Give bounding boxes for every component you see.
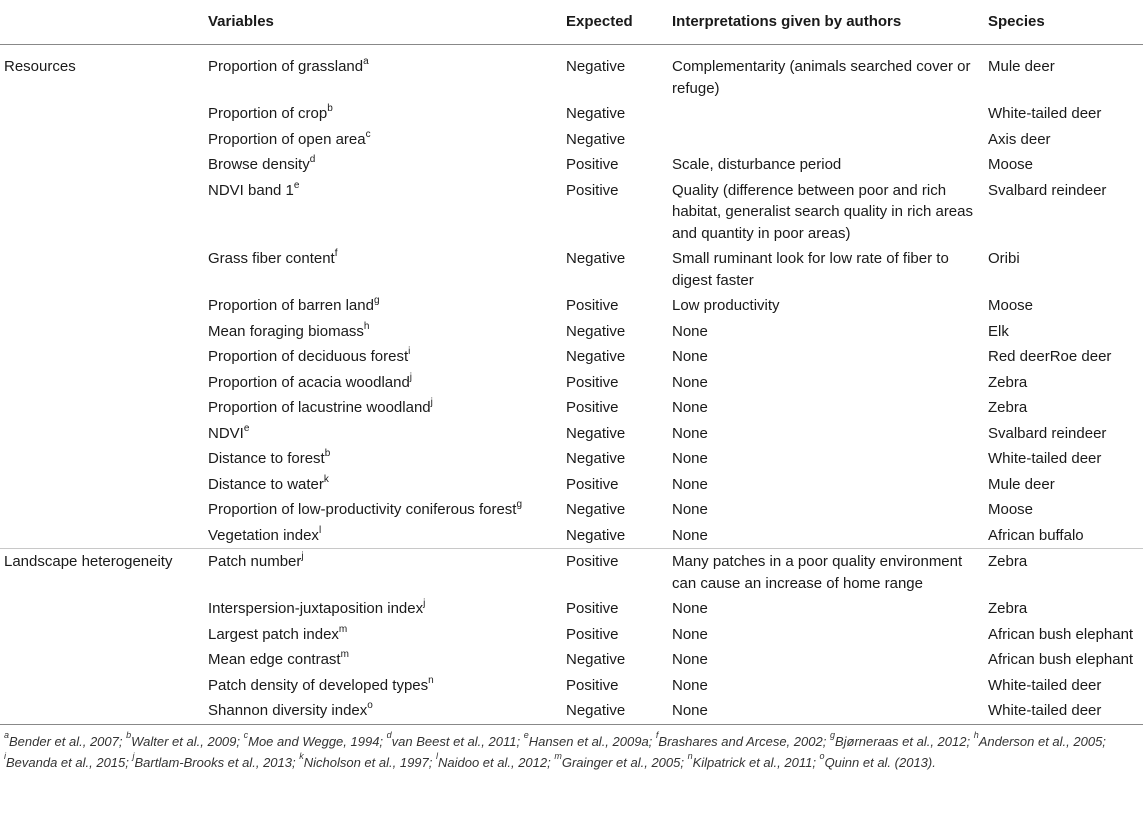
cell-species xyxy=(988,497,1143,523)
cell-expected-text: Positive xyxy=(566,156,619,173)
cell-species xyxy=(988,319,1143,345)
footnote-letter: d xyxy=(386,730,392,741)
cell-species-text: African bush elephant xyxy=(988,651,1134,668)
cell-variable xyxy=(208,622,566,648)
cell-interpretation-text: None xyxy=(672,348,708,365)
cell-interpretation-text: None xyxy=(672,526,708,544)
cell-species xyxy=(988,101,1143,127)
cell-variable xyxy=(208,596,566,622)
cell-expected-text: Negative xyxy=(566,702,626,719)
cell-interpretation xyxy=(672,497,988,523)
footnote-marker: e xyxy=(243,422,250,434)
table-row xyxy=(0,472,1143,498)
cell-species xyxy=(988,673,1143,699)
cell-expected xyxy=(566,246,672,293)
cell-expected-text: Positive xyxy=(566,600,619,617)
cell-interpretation-text: None xyxy=(672,676,708,694)
cell-group xyxy=(0,127,208,153)
footnote-reference: Moe and Wegge, 1994; xyxy=(248,733,387,749)
cell-variable xyxy=(208,698,566,724)
cell-species-text: Elk xyxy=(988,322,1009,340)
cell-expected-text: Positive xyxy=(566,181,619,199)
cell-interpretation-text: None xyxy=(672,475,708,493)
cell-species-text: Axis deer xyxy=(988,130,1051,148)
cell-species-text: Moose xyxy=(988,156,1034,173)
cell-species-text: White-tailed deer xyxy=(988,702,1102,719)
cell-group xyxy=(0,344,208,370)
table-row xyxy=(0,698,1143,724)
footnote-letter: b xyxy=(126,730,132,741)
cell-group xyxy=(0,673,208,699)
cell-variable-text: Mean edge contrast xyxy=(208,651,341,668)
footnote-reference: Bartlam-Brooks et al., 2013; xyxy=(134,754,300,770)
footnote-letter: l xyxy=(435,751,438,762)
cell-variable-text: Shannon diversity index xyxy=(208,702,368,719)
cell-species xyxy=(988,178,1143,247)
footnote-marker: m xyxy=(338,623,348,635)
cell-variable xyxy=(208,472,566,498)
cell-species xyxy=(988,596,1143,622)
cell-species-text: Moose xyxy=(988,501,1034,518)
cell-expected xyxy=(566,596,672,622)
cell-variable xyxy=(208,45,566,102)
cell-species xyxy=(988,45,1143,102)
table-row xyxy=(0,421,1143,447)
cell-variable-text: Proportion of open area xyxy=(208,130,366,148)
cell-expected-text: Positive xyxy=(566,625,619,643)
cell-variable-text: Proportion of low-productivity coniferous forest xyxy=(208,501,517,518)
cell-expected-text: Positive xyxy=(566,297,619,314)
cell-species xyxy=(988,698,1143,724)
cell-variable xyxy=(208,293,566,319)
cell-variable xyxy=(208,497,566,523)
footnote-marker: b xyxy=(324,448,331,459)
table-body xyxy=(0,45,1143,725)
cell-species xyxy=(988,549,1143,597)
cell-expected xyxy=(566,622,672,648)
cell-group-text: Resources xyxy=(4,58,76,75)
cell-group xyxy=(0,523,208,549)
cell-variable xyxy=(208,549,566,597)
cell-species xyxy=(988,622,1143,648)
cell-group xyxy=(0,647,208,673)
cell-group xyxy=(0,395,208,421)
cell-variable-text: Proportion of acacia woodland xyxy=(208,373,410,391)
cell-variable-text: Proportion of grassland xyxy=(208,58,364,75)
cell-variable-text: Interspersion-juxtaposition index xyxy=(208,600,424,617)
table-row xyxy=(0,523,1143,549)
cell-interpretation xyxy=(672,673,988,699)
cell-group xyxy=(0,319,208,345)
footnote-marker: j xyxy=(430,397,433,408)
cell-interpretation xyxy=(672,446,988,472)
cell-expected-text: Negative xyxy=(566,424,626,442)
footnote-marker: o xyxy=(367,700,373,711)
cell-expected-text: Negative xyxy=(566,105,626,122)
cell-variable-text: Proportion of barren land xyxy=(208,297,374,314)
footnote-marker: j xyxy=(409,371,413,383)
cell-species-text: Zebra xyxy=(988,399,1028,416)
footnote-reference: Nicholson et al., 1997; xyxy=(303,754,436,770)
cell-interpretation-text: None xyxy=(672,600,708,617)
cell-variable xyxy=(208,446,566,472)
cell-variable xyxy=(208,673,566,699)
cell-expected-text: Negative xyxy=(566,501,626,518)
cell-group xyxy=(0,472,208,498)
footnote-reference: Brashares and Arcese, 2002; xyxy=(658,733,830,749)
table-row xyxy=(0,395,1143,421)
cell-interpretation-text: None xyxy=(672,424,708,442)
cell-expected-text: Negative xyxy=(566,250,626,267)
footnote-marker: n xyxy=(428,674,434,686)
cell-group-text: Landscape heterogeneity xyxy=(4,553,173,570)
cell-variable xyxy=(208,523,566,549)
cell-group xyxy=(0,596,208,622)
cell-group xyxy=(0,497,208,523)
cell-variable-text: NDVI xyxy=(208,424,244,442)
cell-species-text: African bush elephant xyxy=(988,625,1134,643)
cell-species-text: African buffalo xyxy=(988,526,1084,544)
cell-interpretation-text: Low productivity xyxy=(672,297,780,314)
cell-species-text: Oribi xyxy=(988,250,1020,267)
cell-species xyxy=(988,152,1143,178)
cell-species-text: Zebra xyxy=(988,373,1028,391)
cell-expected xyxy=(566,446,672,472)
header-species: Species xyxy=(988,0,1143,45)
cell-expected xyxy=(566,293,672,319)
cell-interpretation-text: None xyxy=(672,450,708,467)
cell-species xyxy=(988,246,1143,293)
footnote-reference: Bevanda et al., 2015; xyxy=(6,754,133,770)
footnote-marker: g xyxy=(373,295,380,306)
cell-expected-text: Negative xyxy=(566,322,626,340)
cell-expected-text: Positive xyxy=(566,399,619,416)
cell-species-text: White-tailed deer xyxy=(988,676,1102,694)
footnote-reference: van Beest et al., 2011; xyxy=(391,733,524,749)
header-group xyxy=(0,0,208,45)
footnote-marker: h xyxy=(363,320,370,332)
cell-expected xyxy=(566,395,672,421)
cell-expected xyxy=(566,370,672,396)
footnote-marker: f xyxy=(334,248,338,259)
cell-expected xyxy=(566,319,672,345)
cell-expected-text: Negative xyxy=(566,130,626,148)
footnote-letter: e xyxy=(523,730,529,741)
footnote-reference: Anderson et al., 2005; xyxy=(978,733,1106,749)
cell-expected xyxy=(566,523,672,549)
cell-expected-text: Negative xyxy=(566,58,626,75)
footnote-marker: k xyxy=(323,473,329,485)
table-row xyxy=(0,370,1143,396)
cell-interpretation xyxy=(672,421,988,447)
footnote-letter: m xyxy=(554,751,562,762)
cell-interpretation xyxy=(672,293,988,319)
footnote-marker: m xyxy=(340,649,349,660)
cell-variable-text: Proportion of deciduous forest xyxy=(208,348,409,365)
cell-group xyxy=(0,45,208,102)
cell-species-text: Red deerRoe deer xyxy=(988,348,1112,365)
table-row xyxy=(0,319,1143,345)
cell-variable xyxy=(208,319,566,345)
cell-variable xyxy=(208,246,566,293)
cell-interpretation xyxy=(672,698,988,724)
cell-interpretation xyxy=(672,523,988,549)
cell-interpretation-text: None xyxy=(672,651,708,668)
cell-expected xyxy=(566,421,672,447)
footnote-letter: i xyxy=(4,751,6,762)
cell-expected xyxy=(566,549,672,597)
cell-species xyxy=(988,647,1143,673)
footnote-marker: b xyxy=(327,103,333,114)
cell-species xyxy=(988,472,1143,498)
cell-expected xyxy=(566,127,672,153)
cell-expected-text: Positive xyxy=(566,373,619,391)
table-row xyxy=(0,673,1143,699)
cell-interpretation xyxy=(672,370,988,396)
footnote-reference: Hansen et al., 2009a; xyxy=(528,733,656,749)
table-row xyxy=(0,497,1143,523)
cell-expected xyxy=(566,101,672,127)
cell-expected-text: Positive xyxy=(566,676,619,694)
cell-interpretation-text: None xyxy=(672,322,708,340)
table-row xyxy=(0,45,1143,102)
footnote-marker: e xyxy=(293,179,300,191)
header-row xyxy=(0,0,1143,45)
cell-interpretation-text: None xyxy=(672,625,708,643)
cell-expected-text: Negative xyxy=(566,348,626,365)
cell-expected-text: Negative xyxy=(566,450,626,467)
cell-interpretation xyxy=(672,596,988,622)
cell-interpretation xyxy=(672,152,988,178)
cell-variable-text: Grass fiber content xyxy=(208,250,335,267)
table-row xyxy=(0,549,1143,597)
cell-variable-text: Distance to water xyxy=(208,475,324,493)
table-row xyxy=(0,127,1143,153)
footnote-letter: f xyxy=(655,730,659,741)
cell-group xyxy=(0,421,208,447)
cell-variable xyxy=(208,370,566,396)
cell-interpretation xyxy=(672,395,988,421)
cell-variable xyxy=(208,395,566,421)
cell-interpretation-text: Quality (difference between poor and rich habitat, generalist search quality in rich areas and quantity in poor areas) xyxy=(672,181,973,242)
table-footnotes xyxy=(0,725,1143,773)
cell-variable xyxy=(208,647,566,673)
cell-variable-text: Patch density of developed types xyxy=(208,676,429,694)
cell-species xyxy=(988,523,1143,549)
cell-expected-text: Negative xyxy=(566,526,626,544)
footnote-letter: c xyxy=(243,730,249,741)
footnote-reference: Walter et al., 2009; xyxy=(131,733,244,749)
cell-interpretation xyxy=(672,178,988,247)
cell-group xyxy=(0,622,208,648)
cell-expected-text: Positive xyxy=(566,475,619,493)
cell-group xyxy=(0,549,208,597)
cell-interpretation-text: None xyxy=(672,373,708,391)
cell-interpretation xyxy=(672,45,988,102)
cell-species xyxy=(988,344,1143,370)
footnote-marker: j xyxy=(301,551,304,562)
table-row xyxy=(0,622,1143,648)
cell-expected xyxy=(566,647,672,673)
cell-variable xyxy=(208,344,566,370)
footnote-letter: o xyxy=(819,751,825,762)
footnote-letter: h xyxy=(973,730,979,741)
cell-species-text: Mule deer xyxy=(988,475,1055,493)
cell-expected xyxy=(566,472,672,498)
cell-species-text: Mule deer xyxy=(988,58,1055,75)
cell-group xyxy=(0,293,208,319)
table-row xyxy=(0,101,1143,127)
cell-expected-text: Positive xyxy=(566,553,619,570)
cell-expected xyxy=(566,698,672,724)
footnote-letter: a xyxy=(4,730,10,741)
cell-variable xyxy=(208,101,566,127)
cell-group xyxy=(0,178,208,247)
table-row xyxy=(0,152,1143,178)
cell-expected xyxy=(566,497,672,523)
cell-interpretation xyxy=(672,344,988,370)
cell-variable xyxy=(208,178,566,247)
cell-group xyxy=(0,698,208,724)
footnote-reference: Naidoo et al., 2012; xyxy=(437,754,555,770)
cell-variable xyxy=(208,421,566,447)
cell-expected xyxy=(566,178,672,247)
cell-interpretation xyxy=(672,127,988,153)
cell-species xyxy=(988,127,1143,153)
cell-variable-text: Vegetation index xyxy=(208,526,319,544)
cell-variable-text: Patch number xyxy=(208,553,302,570)
cell-species-text: Moose xyxy=(988,297,1034,314)
cell-interpretation xyxy=(672,622,988,648)
table-row xyxy=(0,596,1143,622)
cell-expected xyxy=(566,344,672,370)
cell-group xyxy=(0,101,208,127)
cell-species-text: Svalbard reindeer xyxy=(988,181,1107,199)
table-row xyxy=(0,293,1143,319)
footnote-marker: j xyxy=(423,598,426,609)
cell-interpretation xyxy=(672,319,988,345)
cell-interpretation-text: None xyxy=(672,501,708,518)
cell-species-text: White-tailed deer xyxy=(988,105,1102,122)
cell-variable-text: Largest patch index xyxy=(208,625,339,643)
header-expected: Expected xyxy=(566,0,672,45)
cell-interpretation-text: Complementarity (animals searched cover or refuge) xyxy=(672,58,971,97)
footnote-reference: Kilpatrick et al., 2011; xyxy=(692,754,820,770)
header-variables: Variables xyxy=(208,0,566,45)
cell-species-text: Svalbard reindeer xyxy=(988,424,1107,442)
cell-interpretation xyxy=(672,549,988,597)
cell-variable-text: NDVI band 1 xyxy=(208,181,294,199)
table-row xyxy=(0,446,1143,472)
footnote-marker: g xyxy=(516,499,523,510)
cell-interpretation-text: Small ruminant look for low rate of fiber to digest faster xyxy=(672,250,949,289)
footnote-marker: l xyxy=(318,524,322,536)
cell-variable xyxy=(208,152,566,178)
footnote-letter: k xyxy=(299,751,304,762)
footnote-marker: d xyxy=(309,154,316,165)
cell-species xyxy=(988,421,1143,447)
cell-interpretation-text: None xyxy=(672,702,708,719)
cell-group xyxy=(0,152,208,178)
footnote-reference: Bjørneraas et al., 2012; xyxy=(834,733,974,749)
cell-interpretation xyxy=(672,101,988,127)
cell-species xyxy=(988,293,1143,319)
cell-interpretation-text: Many patches in a poor quality environment can cause an increase of home range xyxy=(672,553,963,592)
footnote-letter: n xyxy=(687,751,693,762)
cell-variable xyxy=(208,127,566,153)
cell-species-text: Zebra xyxy=(988,600,1028,617)
table-row xyxy=(0,178,1143,247)
cell-interpretation-text: Scale, disturbance period xyxy=(672,156,842,173)
cell-variable-text: Proportion of lacustrine woodland xyxy=(208,399,431,416)
footnote-marker: a xyxy=(363,56,369,67)
cell-expected xyxy=(566,673,672,699)
footnote-letter: j xyxy=(132,751,135,762)
cell-group xyxy=(0,370,208,396)
cell-variable-text: Mean foraging biomass xyxy=(208,322,364,340)
cell-variable-text: Browse density xyxy=(208,156,310,173)
cell-interpretation xyxy=(672,246,988,293)
cell-group xyxy=(0,246,208,293)
footnote-letter: g xyxy=(829,730,835,741)
cell-species xyxy=(988,446,1143,472)
cell-variable-text: Distance to forest xyxy=(208,450,325,467)
footnote-reference: Grainger et al., 2005; xyxy=(561,754,688,770)
cell-species xyxy=(988,370,1143,396)
footnote-reference: Bender et al., 2007; xyxy=(9,733,127,749)
header-interpretations: Interpretations given by authors xyxy=(672,0,988,45)
footnote-marker: c xyxy=(365,128,371,140)
cell-species xyxy=(988,395,1143,421)
table-row xyxy=(0,246,1143,293)
table-row xyxy=(0,647,1143,673)
cell-expected-text: Negative xyxy=(566,651,626,668)
footnote-marker: i xyxy=(408,346,411,357)
footnote-reference: Quinn et al. (2013). xyxy=(824,754,936,770)
cell-interpretation-text: None xyxy=(672,399,708,416)
cell-species-text: White-tailed deer xyxy=(988,450,1102,467)
cell-expected xyxy=(566,152,672,178)
cell-species-text: Zebra xyxy=(988,553,1028,570)
cell-interpretation xyxy=(672,647,988,673)
cell-interpretation xyxy=(672,472,988,498)
cell-expected xyxy=(566,45,672,102)
cell-variable-text: Proportion of crop xyxy=(208,105,328,122)
cell-group xyxy=(0,446,208,472)
table-row xyxy=(0,344,1143,370)
